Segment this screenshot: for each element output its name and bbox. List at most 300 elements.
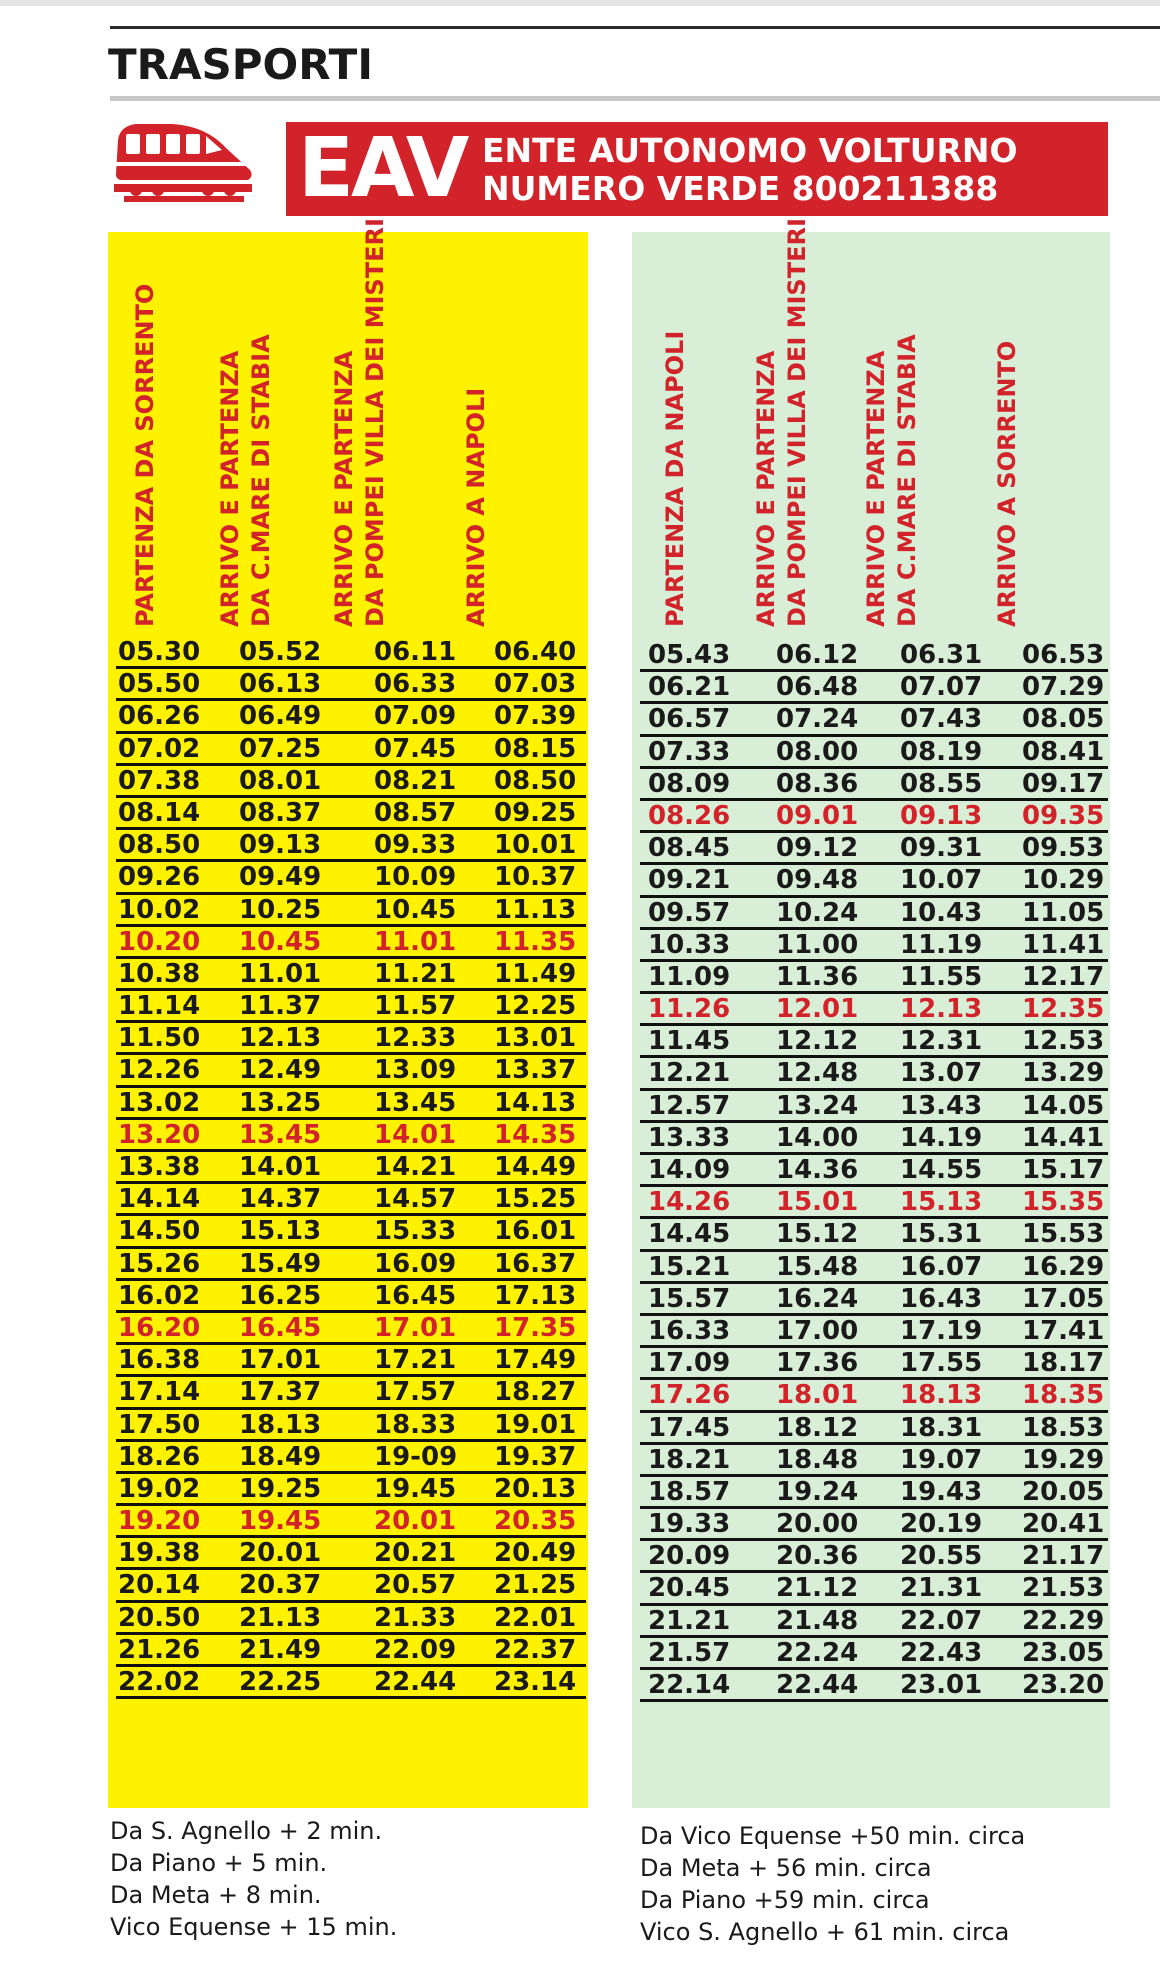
time-cell: 08.05 [1022,704,1105,735]
timetable-row [640,1026,1108,1058]
time-cell: 12.13 [900,994,983,1025]
time-cell: 12.35 [1022,994,1105,1025]
time-cell: 13.38 [118,1152,201,1182]
time-cell: 18.49 [239,1441,322,1472]
timetable-row [116,1184,586,1216]
time-cell: 12.33 [374,1023,457,1054]
time-cell: 10.45 [374,894,457,925]
timetable-row [640,833,1108,865]
time-cell: 23.14 [494,1667,577,1697]
timetable-napoli-sorrento [632,218,1110,1808]
time-cell: 15.26 [118,1248,201,1279]
time-cell: 11.21 [374,958,457,989]
time-cell: 19.45 [374,1473,457,1504]
time-cell: 14.55 [900,1155,983,1185]
time-cell: 22.02 [118,1667,201,1697]
time-cell: 06.31 [900,640,983,670]
timetable-row [640,1187,1108,1219]
time-cell: 20.21 [374,1538,457,1569]
time-cell: 17.37 [239,1377,322,1408]
banner-line-phone: NUMERO VERDE 800211388 [482,169,999,208]
time-cell: 17.14 [118,1377,201,1408]
timetable-row [640,1477,1108,1509]
time-cell: 17.35 [494,1312,577,1343]
time-cell: 13.25 [239,1087,322,1118]
time-cell: 21.21 [648,1605,731,1636]
time-cell: 07.24 [776,704,859,735]
time-cell: 16.33 [648,1315,731,1346]
time-cell: 14.13 [494,1087,577,1118]
time-cell: 20.55 [900,1541,983,1572]
time-cell: 09.33 [374,830,457,861]
note-line: Da S. Agnello + 2 min. [110,1817,383,1845]
time-cell: 15.49 [239,1248,322,1279]
time-cell: 11.19 [900,929,983,960]
timetable-row [116,862,586,894]
time-cell: 12.26 [118,1055,201,1086]
time-cell: 20.01 [239,1538,322,1569]
section-title: TRASPORTI [108,40,373,89]
time-cell: 09.21 [648,865,731,896]
timetable-row [116,1120,586,1152]
time-cell: 10.37 [494,862,577,893]
time-cell: 20.57 [374,1570,457,1601]
timetable-row [116,1667,586,1699]
timetable-row [116,1377,586,1409]
time-cell: 16.45 [374,1280,457,1311]
time-cell: 21.13 [239,1602,322,1633]
time-cell: 14.09 [648,1155,731,1185]
timetable-row [640,737,1108,769]
time-cell: 12.13 [239,1023,322,1054]
column-header [635,232,715,637]
time-cell: 15.48 [776,1251,859,1282]
time-cell: 17.55 [900,1348,983,1379]
timetable-row [116,1088,586,1120]
time-cell: 12.21 [648,1058,731,1089]
time-cell: 10.25 [239,894,322,925]
timetable-row [116,669,586,701]
time-cell: 15.17 [1022,1155,1105,1185]
timetable-rows [116,637,586,1699]
column-header [742,218,822,637]
time-cell: 17.36 [776,1348,859,1379]
time-cell: 19.43 [900,1476,983,1507]
time-cell: 16.45 [239,1312,322,1343]
column-header-label: ARRIVO A NAPOLI [461,387,490,627]
time-cell: 17.50 [118,1409,201,1440]
time-cell: 20.45 [648,1573,731,1604]
time-cell: 19.45 [239,1506,322,1537]
note-line: Da Meta + 56 min. circa [640,1854,932,1882]
timetable-row [640,1573,1108,1605]
banner-line-name: ENTE AUTONOMO VOLTURNO [482,131,1018,170]
time-cell: 09.17 [1022,768,1105,799]
time-cell: 10.01 [494,830,577,861]
time-cell: 19.29 [1022,1444,1105,1475]
column-header [320,218,400,637]
time-cell: 08.15 [494,733,577,764]
time-cell: 10.07 [900,865,983,896]
time-cell: 16.37 [494,1248,577,1279]
time-cell: 17.19 [900,1315,983,1346]
eav-banner [286,122,1108,216]
time-cell: 20.05 [1022,1476,1105,1507]
time-cell: 15.12 [776,1219,859,1250]
timetable-row [116,798,586,830]
time-cell: 22.24 [776,1637,859,1668]
timetable-row [116,1023,586,1055]
time-cell: 22.29 [1022,1605,1105,1636]
time-cell: 22.07 [900,1605,983,1636]
time-cell: 14.57 [374,1184,457,1215]
time-cell: 13.29 [1022,1058,1105,1089]
time-cell: 21.48 [776,1605,859,1636]
time-cell: 10.43 [900,897,983,928]
timetable-row [116,734,586,766]
timetable-row [640,1058,1108,1090]
time-cell: 21.33 [374,1602,457,1633]
time-cell: 06.48 [776,672,859,703]
time-cell: 12.12 [776,1026,859,1057]
time-cell: 12.57 [648,1090,731,1121]
time-cell: 08.14 [118,797,201,828]
time-cell: 11.00 [776,929,859,960]
time-cell: 11.26 [648,994,731,1025]
time-cell: 18.17 [1022,1348,1105,1379]
time-cell: 15.25 [494,1184,577,1215]
time-cell: 08.19 [900,736,983,767]
time-cell: 17.21 [374,1345,457,1376]
time-cell: 22.43 [900,1637,983,1668]
time-cell: 08.36 [776,768,859,799]
timetable-row [640,1380,1108,1412]
timetable-row [640,769,1108,801]
timetable-row [640,1252,1108,1284]
time-cell: 06.57 [648,704,731,735]
time-cell: 11.36 [776,961,859,992]
time-cell: 22.44 [776,1670,859,1700]
time-cell: 13.45 [239,1119,322,1150]
timetable-row [640,1638,1108,1670]
column-header [105,232,185,637]
time-cell: 07.38 [118,765,201,796]
timetable-row [640,1606,1108,1638]
column-header-label: ARRIVO E PARTENZA DA C.MARE DI STABIA [862,334,921,627]
time-cell: 06.26 [118,701,201,732]
time-cell: 09.31 [900,833,983,864]
time-cell: 22.14 [648,1670,731,1700]
time-cell: 15.57 [648,1283,731,1314]
time-cell: 18.33 [374,1409,457,1440]
timetable-row [116,1281,586,1313]
timetable-row [116,895,586,927]
time-cell: 18.12 [776,1412,859,1443]
time-cell: 12.25 [494,991,577,1022]
time-cell: 08.50 [118,830,201,861]
time-cell: 05.43 [648,640,731,670]
time-cell: 13.37 [494,1055,577,1086]
time-cell: 14.14 [118,1184,201,1215]
time-cell: 23.20 [1022,1670,1105,1700]
timetable-row [116,1249,586,1281]
time-cell: 18.53 [1022,1412,1105,1443]
time-cell: 20.37 [239,1570,322,1601]
time-cell: 20.09 [648,1541,731,1572]
time-cell: 11.01 [374,926,457,957]
note-line: Da Piano +59 min. circa [640,1886,930,1914]
timetable-row [116,1474,586,1506]
time-cell: 18.27 [494,1377,577,1408]
time-cell: 22.37 [494,1634,577,1665]
time-cell: 19.01 [494,1409,577,1440]
time-cell: 23.05 [1022,1637,1105,1668]
time-cell: 13.33 [648,1122,731,1153]
timetable-row [116,1635,586,1667]
time-cell: 06.33 [374,669,457,700]
time-cell: 07.33 [648,736,731,767]
time-cell: 19.20 [118,1506,201,1537]
time-cell: 17.01 [374,1312,457,1343]
time-cell: 10.24 [776,897,859,928]
header-rule-top [110,26,1160,29]
time-cell: 16.02 [118,1280,201,1311]
time-cell: 14.36 [776,1155,859,1185]
timetable-row [116,830,586,862]
timetable-row [116,1442,586,1474]
timetable-row [116,1313,586,1345]
time-cell: 16.38 [118,1345,201,1376]
time-cell: 18.31 [900,1412,983,1443]
timetable-row [640,1091,1108,1123]
time-cell: 14.21 [374,1152,457,1182]
time-cell: 08.09 [648,768,731,799]
time-cell: 17.01 [239,1345,322,1376]
timetable-row [640,672,1108,704]
time-cell: 08.45 [648,833,731,864]
time-cell: 08.37 [239,797,322,828]
time-cell: 22.25 [239,1667,322,1697]
time-cell: 11.55 [900,961,983,992]
time-cell: 19.02 [118,1473,201,1504]
time-cell: 08.01 [239,765,322,796]
time-cell: 16.24 [776,1283,859,1314]
time-cell: 14.01 [374,1119,457,1150]
time-cell: 22.44 [374,1667,457,1697]
timetable-row [640,930,1108,962]
timetable-row [116,1055,586,1087]
timetable-row [116,1506,586,1538]
time-cell: 19.33 [648,1509,731,1540]
time-cell: 08.41 [1022,736,1105,767]
header-rule-bottom [110,96,1160,101]
time-cell: 22.09 [374,1634,457,1665]
time-cell: 21.25 [494,1570,577,1601]
notes-left [110,1815,397,1943]
time-cell: 11.01 [239,958,322,989]
time-cell: 12.48 [776,1058,859,1089]
time-cell: 21.12 [776,1573,859,1604]
time-cell: 11.09 [648,961,731,992]
time-cell: 12.31 [900,1026,983,1057]
timetable-row [640,1123,1108,1155]
time-cell: 14.05 [1022,1090,1105,1121]
time-cell: 20.35 [494,1506,577,1537]
note-line: Vico Equense + 15 min. [110,1913,398,1941]
timetable-row [116,637,586,669]
time-cell: 13.45 [374,1087,457,1118]
time-cell: 11.41 [1022,929,1105,960]
time-cell: 13.24 [776,1090,859,1121]
timetable-row [116,766,586,798]
time-cell: 21.53 [1022,1573,1105,1604]
time-cell: 18.35 [1022,1380,1105,1411]
time-cell: 10.33 [648,929,731,960]
time-cell: 14.37 [239,1184,322,1215]
time-cell: 20.36 [776,1541,859,1572]
time-cell: 19.24 [776,1476,859,1507]
time-cell: 07.03 [494,669,577,700]
time-cell: 13.43 [900,1090,983,1121]
top-strip [0,0,1160,6]
time-cell: 16.07 [900,1251,983,1282]
column-header [206,232,286,637]
timetable-row [116,1216,586,1248]
time-cell: 11.35 [494,926,577,957]
time-cell: 09.12 [776,833,859,864]
time-cell: 15.13 [900,1187,983,1218]
timetable-row [640,898,1108,930]
time-cell: 10.29 [1022,865,1105,896]
timetable-row [640,962,1108,994]
time-cell: 07.02 [118,733,201,764]
time-cell: 17.49 [494,1345,577,1376]
time-cell: 15.01 [776,1187,859,1218]
time-cell: 20.00 [776,1509,859,1540]
time-cell: 09.48 [776,865,859,896]
time-cell: 06.13 [239,669,322,700]
time-cell: 21.49 [239,1634,322,1665]
time-cell: 20.50 [118,1602,201,1633]
time-cell: 22.01 [494,1602,577,1633]
time-cell: 19.25 [239,1473,322,1504]
time-cell: 07.43 [900,704,983,735]
time-cell: 11.45 [648,1026,731,1057]
time-cell: 09.01 [776,800,859,831]
time-cell: 09.13 [239,830,322,861]
time-cell: 18.21 [648,1444,731,1475]
time-cell: 14.50 [118,1216,201,1247]
time-cell: 09.35 [1022,800,1105,831]
time-cell: 10.09 [374,862,457,893]
time-cell: 18.48 [776,1444,859,1475]
time-cell: 10.38 [118,958,201,989]
time-cell: 18.13 [900,1380,983,1411]
time-cell: 11.13 [494,894,577,925]
column-headers [632,218,1110,637]
timetable-row [640,704,1108,736]
timetable-row [116,1603,586,1635]
column-header [967,232,1047,637]
time-cell: 13.20 [118,1119,201,1150]
time-cell: 18.13 [239,1409,322,1440]
time-cell: 09.57 [648,897,731,928]
time-cell: 09.13 [900,800,983,831]
time-cell: 17.45 [648,1412,731,1443]
timetable-row [640,640,1108,672]
timetable-row [640,1541,1108,1573]
time-cell: 20.49 [494,1538,577,1569]
time-cell: 17.41 [1022,1315,1105,1346]
time-cell: 21.17 [1022,1541,1105,1572]
timetable-row [116,1152,586,1184]
time-cell: 12.17 [1022,961,1105,992]
time-cell: 15.31 [900,1219,983,1250]
time-cell: 11.37 [239,991,322,1022]
time-cell: 07.07 [900,672,983,703]
column-header-label: PARTENZA DA NAPOLI [660,330,689,627]
time-cell: 16.20 [118,1312,201,1343]
timetable-row [640,1670,1108,1702]
time-cell: 19-09 [374,1441,458,1472]
time-cell: 08.21 [374,765,457,796]
time-cell: 06.11 [374,637,457,667]
time-cell: 08.55 [900,768,983,799]
timetable-row [116,991,586,1023]
time-cell: 10.02 [118,894,201,925]
timetable-row [116,1345,586,1377]
timetable-row [640,1413,1108,1445]
time-cell: 08.57 [374,797,457,828]
time-cell: 09.25 [494,797,577,828]
time-cell: 15.33 [374,1216,457,1247]
time-cell: 20.13 [494,1473,577,1504]
time-cell: 09.53 [1022,833,1105,864]
time-cell: 07.25 [239,733,322,764]
time-cell: 11.05 [1022,897,1105,928]
time-cell: 21.26 [118,1634,201,1665]
time-cell: 09.49 [239,862,322,893]
time-cell: 14.49 [494,1152,577,1182]
time-cell: 21.57 [648,1637,731,1668]
column-header-label: ARRIVO E PARTENZA DA POMPEI VILLA DEI MISTERI [330,218,389,627]
timetable-row [640,1284,1108,1316]
timetable-row [640,801,1108,833]
note-line: Da Piano + 5 min. [110,1849,328,1877]
time-cell: 15.13 [239,1216,322,1247]
time-cell: 08.26 [648,800,731,831]
time-cell: 12.49 [239,1055,322,1086]
time-cell: 20.01 [374,1506,457,1537]
time-cell: 14.19 [900,1122,983,1153]
time-cell: 20.41 [1022,1509,1105,1540]
time-cell: 14.45 [648,1219,731,1250]
time-cell: 05.50 [118,669,201,700]
time-cell: 14.26 [648,1187,731,1218]
time-cell: 17.05 [1022,1283,1105,1314]
time-cell: 08.50 [494,765,577,796]
timetable-row [116,1410,586,1442]
time-cell: 19.38 [118,1538,201,1569]
timetable-row [116,959,586,991]
time-cell: 13.07 [900,1058,983,1089]
time-cell: 07.45 [374,733,457,764]
time-cell: 11.49 [494,958,577,989]
timetable-row [640,1348,1108,1380]
timetable-row [640,1316,1108,1348]
column-headers [108,218,588,637]
time-cell: 16.43 [900,1283,983,1314]
